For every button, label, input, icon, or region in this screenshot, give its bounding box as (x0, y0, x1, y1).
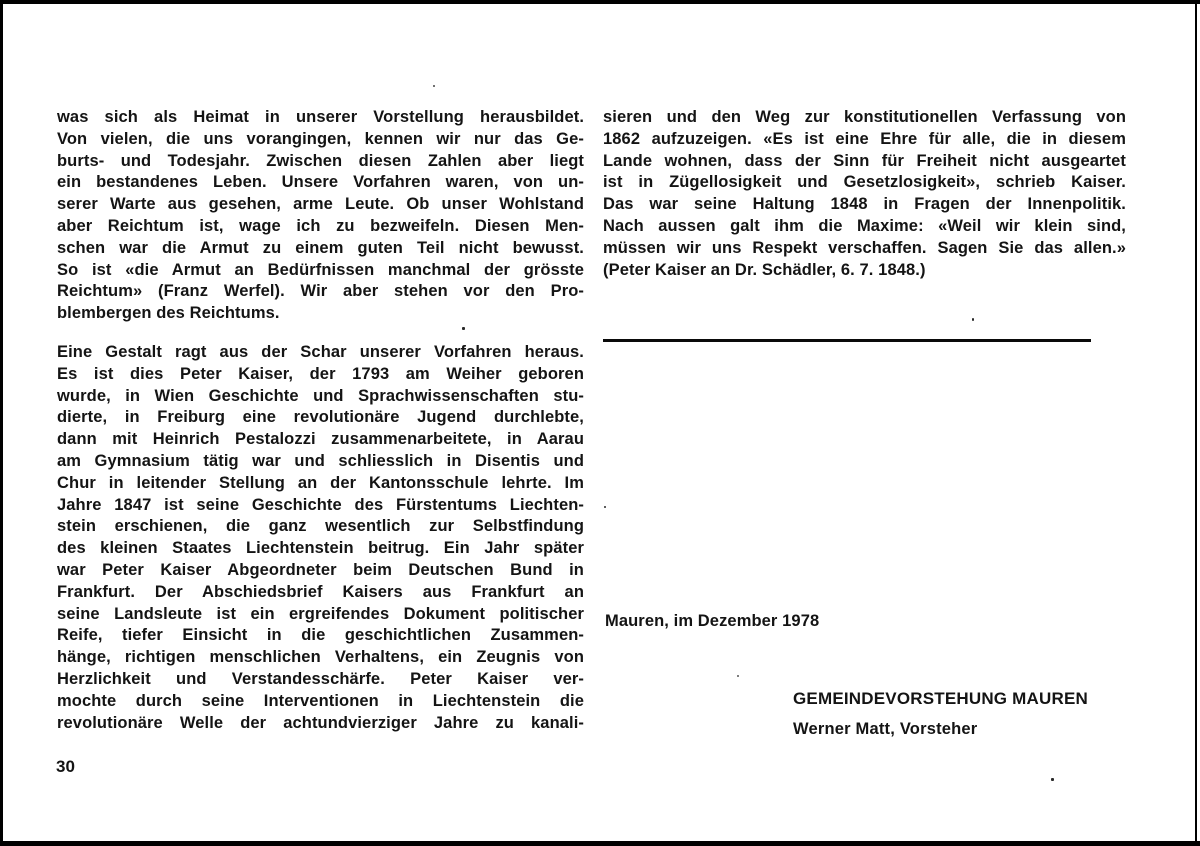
text-line: sieren und den Weg zur konstitutionellen Verfassung von (603, 108, 1126, 126)
text-line: Reichtum» (Franz Werfel). Wir aber stehen vor den Pro- (57, 282, 584, 301)
text-line: Eine Gestalt ragt aus der Schar unserer Vorfahren heraus. (57, 342, 584, 361)
horizontal-rule (603, 339, 1091, 342)
text-line: Jahre 1847 ist seine Geschichte des Fürstentums Liechten- (57, 495, 584, 514)
paragraph-verfassung (603, 107, 1126, 281)
paragraph-peter-kaiser (57, 342, 584, 734)
text-line: blembergen des Reichtums. (57, 304, 280, 323)
text-line: Herzlichkeit und Verstandesschärfe. Peter Kaiser ver- (57, 669, 584, 688)
text-line: So ist «die Armut an Bedürfnissen manchmal der grösste (57, 260, 584, 279)
text-line: des kleinen Staates Liechtenstein beitrug. Ein Jahr später (57, 539, 584, 558)
scan-speck (1051, 778, 1054, 781)
scan-edge-left (0, 0, 3, 846)
scan-edge-bottom (0, 841, 1200, 846)
scan-speck (604, 506, 606, 508)
text-line: dann mit Heinrich Pestalozzi zusammenarbeitete, in Aarau (57, 430, 584, 449)
scan-edge-top (0, 0, 1200, 4)
signature-organization: GEMEINDEVORSTEHUNG MAUREN (793, 689, 1088, 708)
text-line: ein bestandenes Leben. Unsere Vorfahren waren, von un- (57, 173, 584, 192)
scan-edge-right (1195, 0, 1197, 846)
signature-name: Werner Matt, Vorsteher (793, 720, 978, 738)
text-line: Es ist dies Peter Kaiser, der 1793 am Weiher geboren (57, 364, 584, 383)
text-line: 1862 aufzuzeigen. «Es ist eine Ehre für alle, die in diesem (603, 129, 1126, 148)
text-line: (Peter Kaiser an Dr. Schädler, 6. 7. 1848.) (603, 260, 926, 279)
text-line: müssen wir uns Respekt verschaffen. Sagen Sie das allen.» (603, 238, 1126, 257)
text-line: wurde, in Wien Geschichte und Sprachwissenschaften stu- (57, 386, 584, 405)
text-line: mochte durch seine Interventionen in Liechtenstein die (57, 691, 584, 710)
paragraph-heimat (57, 107, 584, 325)
text-line: Das war seine Haltung 1848 in Fragen der Innenpolitik. (603, 195, 1126, 214)
text-line: Von vielen, die uns vorangingen, kennen wir nur das Ge- (57, 129, 584, 148)
text-line: war Peter Kaiser Abgeordneter beim Deutschen Bund in (57, 560, 584, 579)
text-line: ist in Zügellosigkeit und Gesetzlosigkeit», schrieb Kaiser. (603, 173, 1126, 192)
text-line: hänge, richtigen menschlichen Verhaltens, ein Zeugnis von (57, 648, 584, 667)
date-line: Mauren, im Dezember 1978 (605, 612, 820, 630)
text-line: was sich als Heimat in unserer Vorstellung herausbildet. (57, 108, 584, 126)
text-line: aber Reichtum ist, wage ich zu bezweifeln. Diesen Men- (57, 216, 584, 235)
scan-speck (433, 85, 435, 87)
text-line: Nach aussen galt ihm die Maxime: «Weil wir klein sind, (603, 216, 1126, 235)
page-number: 30 (56, 757, 75, 776)
text-line: Lande wohnen, dass der Sinn für Freiheit nicht ausgeartet (603, 151, 1126, 170)
text-line: burts- und Todesjahr. Zwischen diesen Zahlen aber liegt (57, 151, 584, 170)
text-line: Chur in leitender Stellung an der Kantonsschule lehrte. Im (57, 473, 584, 492)
text-line: am Gymnasium tätig war und schliesslich in Disentis und (57, 451, 584, 470)
right-text-column (603, 107, 1126, 298)
text-line: seine Landsleute ist ein ergreifendes Dokument politischer (57, 604, 584, 623)
text-line: stein erschienen, die ganz wesentlich zur Selbstfindung (57, 517, 584, 536)
text-line: revolutionäre Welle der achtundvierziger Jahre zu kanali- (57, 713, 584, 732)
text-line: schen war die Armut zu einem guten Teil nicht bewusst. (57, 238, 584, 257)
signature-block (793, 684, 1088, 744)
text-line: serer Warte aus gesehen, arme Leute. Ob unser Wohlstand (57, 195, 584, 214)
scan-speck (972, 318, 974, 321)
scan-speck (737, 675, 739, 677)
text-line: dierte, in Freiburg eine revolutionäre Jugend durchlebte, (57, 408, 584, 427)
text-line: Reife, tiefer Einsicht in die geschichtlichen Zusammen- (57, 626, 584, 645)
text-line: Frankfurt. Der Abschiedsbrief Kaisers aus Frankfurt an (57, 582, 584, 601)
left-text-column (57, 107, 584, 751)
scan-speck (462, 327, 465, 330)
